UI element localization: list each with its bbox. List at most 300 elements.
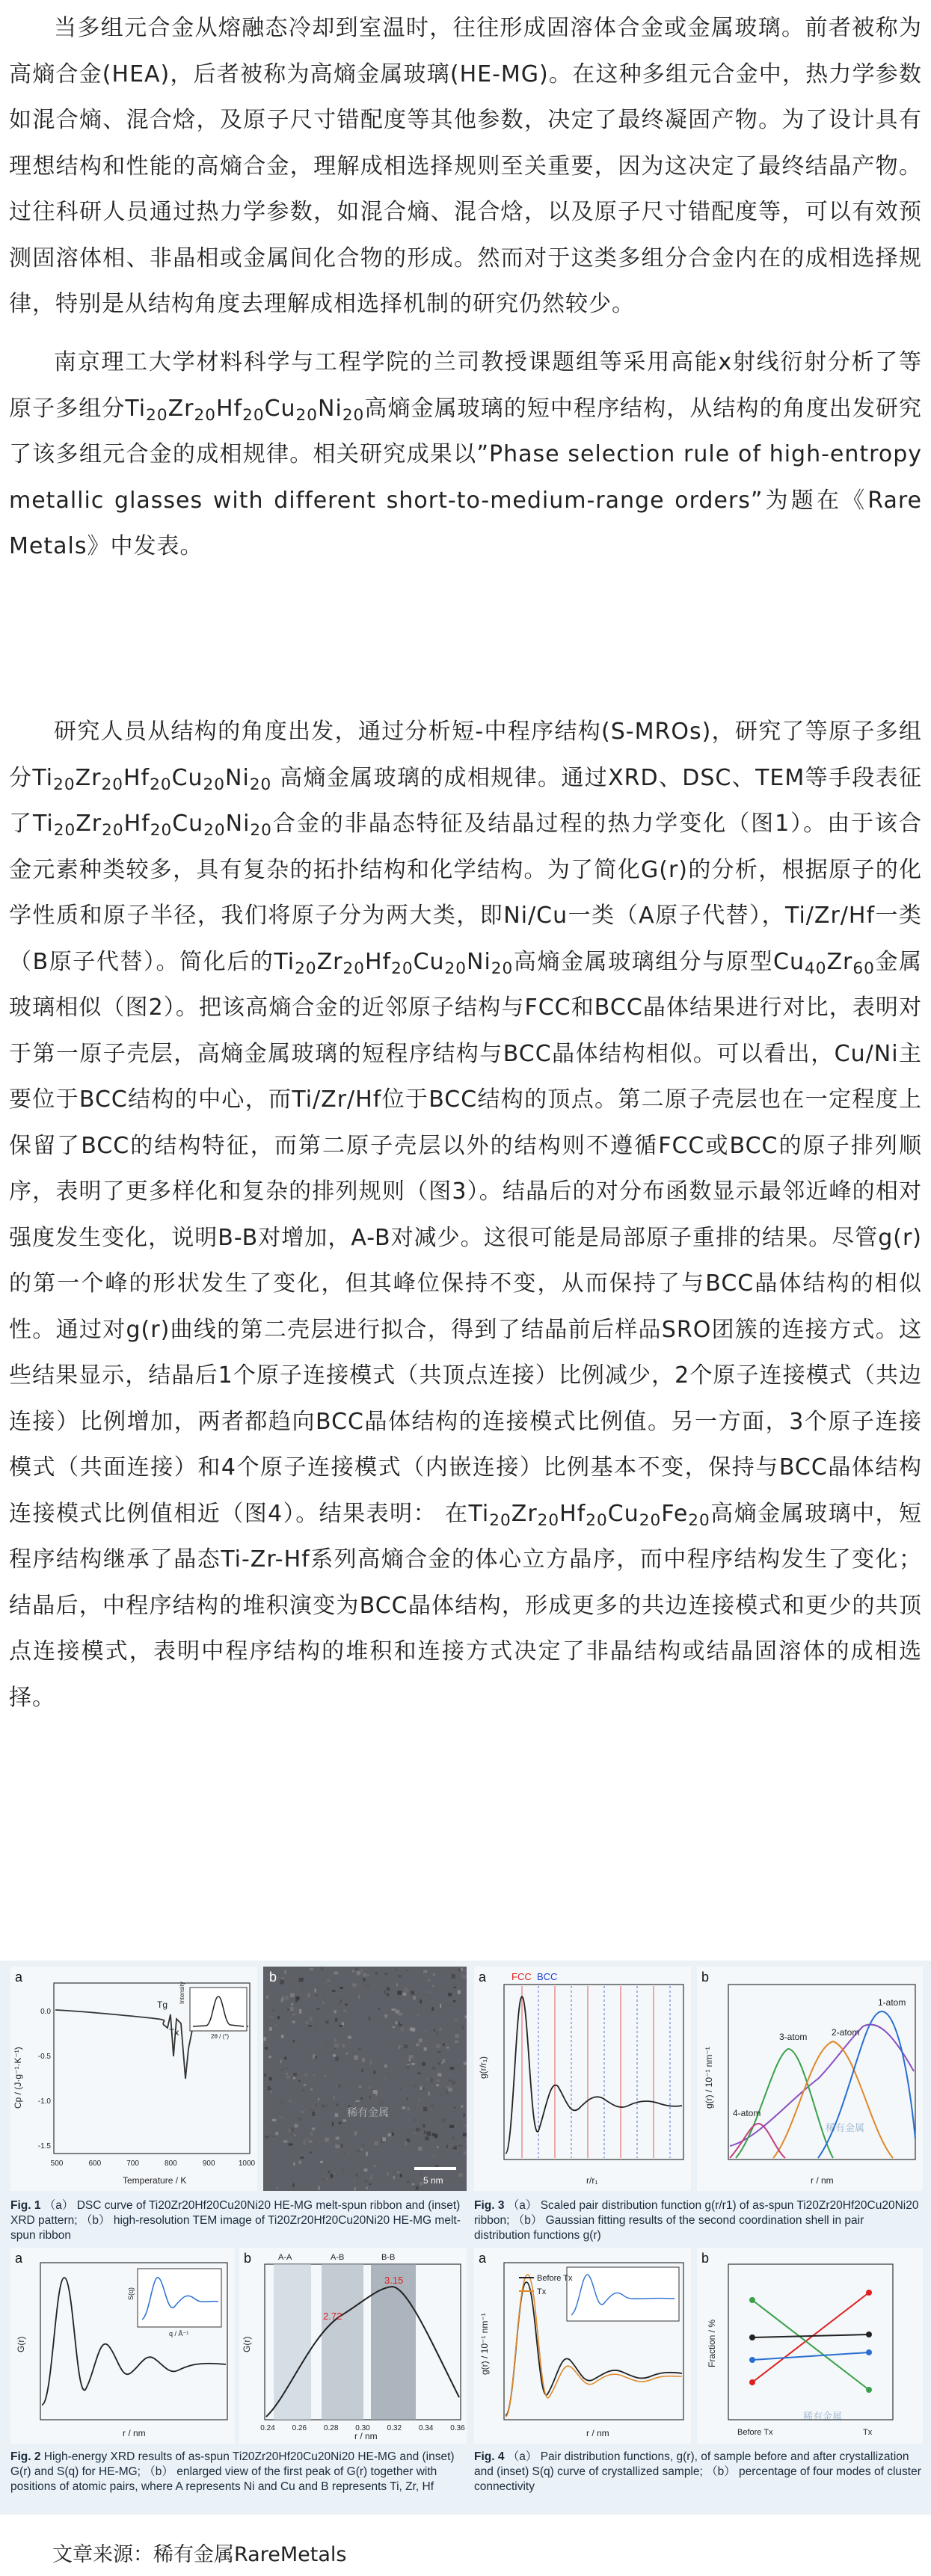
fig1-scale-bar-label: 5 nm (423, 2175, 443, 2186)
tem-grain (370, 2175, 372, 2180)
paragraph-text: 南京理工大学材料科学与工程学院的兰司教授课题组等采用高能x射线衍射分析了等原子多组分 (9, 349, 922, 422)
tem-grain (352, 1983, 357, 1986)
fig3-panel-b-label: b (701, 1970, 710, 1985)
tem-grain (324, 2076, 326, 2077)
tem-grain (275, 2132, 278, 2135)
tem-grain (319, 2067, 322, 2069)
tem-grain (432, 2154, 435, 2158)
tem-grain (416, 2044, 420, 2047)
tem-grain (428, 2091, 430, 2095)
tem-grain (397, 1991, 402, 1994)
tem-grain (387, 1994, 389, 1996)
tem-grain (345, 2004, 348, 2006)
tem-grain (363, 1979, 365, 1982)
tem-grain (374, 2142, 378, 2146)
tem-grain (343, 2151, 345, 2154)
tem-grain (283, 2140, 288, 2143)
tem-grain (387, 1988, 390, 1991)
tem-grain (433, 1973, 435, 1976)
tem-grain (463, 2113, 465, 2117)
tem-grain (452, 1974, 455, 1979)
tem-grain (298, 2117, 301, 2121)
tem-grain (432, 2133, 436, 2136)
tem-grain (448, 2088, 452, 2091)
tem-grain (387, 2133, 391, 2136)
tem-grain (289, 2143, 293, 2145)
paragraph-text: 高熵金属玻璃组分与原型 (513, 948, 774, 975)
figure-2-graphics (10, 2248, 467, 2444)
tem-grain (366, 2152, 368, 2157)
tem-grain (310, 2152, 312, 2154)
tem-grain (335, 2056, 339, 2060)
figure-panel (0, 1961, 931, 2515)
tem-grain (318, 2098, 319, 2100)
tick-label: -1.5 (37, 2142, 51, 2151)
tem-grain (407, 2173, 410, 2174)
tem-grain (417, 2112, 419, 2115)
tem-grain (378, 2008, 380, 2010)
tem-grain (357, 1971, 360, 1976)
tem-grain (465, 1970, 467, 1972)
tem-grain (423, 1970, 427, 1973)
tem-grain (455, 2040, 458, 2043)
tem-grain (440, 2094, 443, 2096)
fig4-point (866, 2290, 872, 2296)
tem-grain (414, 2119, 417, 2121)
tem-grain (285, 2073, 288, 2074)
alloy-formula: $Ti_{20}Zr_{20}Hf_{20}Cu_{20}Ni_{20}$ (32, 811, 272, 840)
tem-grain (302, 2088, 304, 2092)
tem-grain (263, 2037, 265, 2041)
cuzr-formula: $Cu_{40}Zr_{60}$ (773, 948, 875, 978)
fig1-ylabel: Cp / (J·g⁻¹·K⁻¹) (13, 2047, 23, 2109)
tem-grain (310, 2088, 313, 2091)
tem-grain (414, 2132, 416, 2134)
tem-grain (449, 2125, 454, 2128)
tem-grain (461, 2106, 463, 2108)
tick-label: 0.36 (450, 2424, 465, 2432)
tem-grain (373, 2164, 375, 2167)
fig1-panel-b-label: b (269, 1970, 277, 1985)
tem-grain (339, 2025, 343, 2027)
tem-grain (366, 2186, 368, 2189)
tem-grain (313, 2074, 315, 2077)
tem-grain (416, 2128, 419, 2132)
tem-grain (420, 2087, 422, 2090)
fig2-inset-xlabel: q / Å⁻¹ (169, 2330, 189, 2337)
tem-grain (362, 2144, 365, 2147)
tem-grain (427, 1979, 431, 1981)
tem-grain (463, 2124, 467, 2127)
fig3-ylabel: g(r/r₁) (478, 2056, 488, 2079)
tem-grain (398, 2013, 402, 2015)
tick-label: 0.28 (323, 2424, 339, 2432)
paragraph-text: 金属玻璃相似（图2）。把该高熵合金的近邻原子结构与FCC和BCC晶体结果进行对比，表明对于第一原子壳层，高熵金属玻璃的短程序结构与BCC晶体结构相似。可以看出，Cu/Ni主要位于BCC结构的中心，而Ti/Zr/Hf位于BCC结构的顶点。第二原子壳层也在一定程度上保留了BCC的结构特征，而第二原子壳层以外的结构则不遵循FCC或BCC的原子排列顺序，表明了更多样化和复杂的排列规则（图3）。结晶后的对分布函数显示最邻近峰的相对强度发生变化，说明B-B对增加，A-B对减少。这很可能是局部原子重排的结果。尽管g(r)的第一个峰的形状发生了变化，但其峰位保持不变，从而保持了与BCC晶体结构的相似性。通过对g(r)曲线的第二壳层进行拟合，得到了结晶前后样品SRO团簇的连接方式。这些结果显示，结晶后1个原子连接模式（共顶点连接）比例减少，2个原子连接模式（共边连接）比例增加，两者都趋向BCC晶体结构的连接模式比例值。另一方面，3个原子连接模式（共面连接）和4个原子连接模式（内嵌连接）比例基本不变，保持与BCC晶体结构连接模式比例值相近（图4）。结果表明： 在 (9, 948, 923, 1527)
tem-grain (281, 2069, 283, 2071)
fig2-region-bb-label: B-B (381, 2253, 396, 2262)
fig4-legend-after: Tx (537, 2287, 547, 2296)
tem-grain (358, 2048, 361, 2050)
tem-grain (446, 2145, 448, 2148)
tem-grain (443, 2044, 445, 2046)
tem-grain (325, 2138, 328, 2142)
fig2-b-ylabel: G(r) (242, 2336, 252, 2352)
tem-grain (296, 1988, 299, 1990)
fig1-inset-ylabel: Intensity (179, 1982, 185, 2004)
tem-grain (315, 2105, 317, 2106)
fig3-2atom-label: 2-atom (832, 2027, 860, 2038)
tem-grain (424, 2031, 426, 2032)
tem-grain (273, 2138, 276, 2140)
tem-grain (417, 2072, 420, 2074)
tem-grain (326, 2103, 328, 2107)
tem-grain (404, 1988, 408, 1992)
tem-grain (327, 1979, 331, 1982)
tem-grain (360, 2097, 362, 2099)
tem-grain (270, 2090, 271, 2093)
fig2-inset-ylabel: S(q) (127, 2287, 135, 2300)
tem-grain (282, 1996, 283, 2000)
tem-grain (295, 2124, 298, 2128)
tick-label: -1.0 (37, 2097, 51, 2106)
figure-1-graphics (10, 1967, 467, 2191)
tem-grain (333, 2096, 335, 2100)
tem-grain (437, 2051, 440, 2053)
tem-grain (284, 1970, 286, 1974)
tem-grain (265, 2047, 268, 2050)
figure-1 (10, 1967, 467, 2191)
figure-3 (474, 1967, 923, 2191)
tem-grain (454, 2019, 458, 2021)
tem-grain (304, 2141, 306, 2145)
fig3-panel-a-label: a (479, 1970, 487, 1985)
tem-grain (465, 2016, 467, 2019)
tem-grain (293, 2040, 295, 2042)
tem-grain (304, 2138, 308, 2141)
tick-label: 900 (202, 2160, 215, 2168)
fig4-caption: Fig. 4 （a） Pair distribution functions, g(r), of sample before and after crystallization and (inset) S(q) curve of crystallized sample; （b） percentage of four modes of cluster connectivity (474, 2450, 921, 2493)
tem-grain (290, 2007, 294, 2011)
tem-grain (436, 2044, 440, 2049)
tem-grain (369, 2017, 370, 2020)
tem-grain (358, 1995, 360, 1999)
fig4-point (749, 2357, 755, 2363)
tem-grain (463, 2133, 467, 2136)
fig3-fcc-label: FCC (511, 1971, 532, 1982)
tem-grain (287, 2009, 289, 2011)
tem-grain (332, 2122, 334, 2127)
article-source: 文章来源：稀有金属RareMetals (52, 2543, 347, 2566)
tick-label: 1000 (238, 2160, 256, 2168)
tem-grain (430, 2105, 434, 2106)
tem-grain (424, 2047, 427, 2050)
tem-grain (347, 2151, 351, 2154)
tem-grain (410, 2028, 414, 2031)
tem-grain (310, 1968, 313, 1970)
tem-grain (416, 2186, 419, 2189)
tem-grain (462, 2026, 464, 2029)
tem-grain (458, 1990, 461, 1994)
tem-grain (400, 2088, 402, 2090)
fig3-watermark: 稀有金属 (826, 2123, 865, 2134)
tem-grain (454, 2106, 455, 2108)
tem-grain (442, 2118, 446, 2123)
tem-grain (440, 2150, 443, 2154)
tem-grain (284, 2068, 288, 2069)
tem-grain (353, 2180, 355, 2183)
fig2-panel-a-label: a (15, 2251, 23, 2266)
alloy-formula: $Ti_{20}Zr_{20}Hf_{20}Cu_{20}Ni_{20}$ (274, 948, 514, 978)
fig4-b-xlabel-left: Before Tx (737, 2428, 773, 2437)
tem-grain (316, 2008, 319, 2010)
tem-grain (292, 2183, 294, 2187)
tem-grain (340, 1987, 343, 1989)
fig2-xlabel: r / nm (123, 2428, 146, 2438)
tem-grain (334, 2044, 339, 2047)
tem-grain (398, 2021, 400, 2025)
tem-grain (316, 2027, 319, 2032)
tick-label: 0.34 (418, 2424, 434, 2432)
tem-grain (439, 2028, 442, 2031)
tem-grain (273, 2136, 275, 2138)
tem-grain (310, 2037, 313, 2038)
tem-grain (356, 2160, 357, 2162)
tem-grain (362, 2069, 363, 2072)
tem-grain (411, 1991, 414, 1994)
tem-grain (414, 1996, 416, 1999)
tem-grain (304, 2084, 306, 2085)
tem-grain (334, 2010, 337, 2013)
tem-grain (408, 2107, 410, 2111)
tem-grain (400, 2027, 404, 2031)
tem-grain (387, 2172, 389, 2175)
tem-grain (445, 2090, 448, 2094)
tem-grain (442, 2059, 445, 2063)
tem-grain (373, 2090, 378, 2094)
tem-grain (396, 1983, 398, 1986)
tem-grain (293, 2073, 297, 2076)
tem-grain (335, 2113, 338, 2117)
tem-grain (431, 2007, 434, 2011)
tem-grain (396, 1968, 397, 1970)
tem-grain (440, 2004, 441, 2008)
tem-grain (339, 1999, 342, 2002)
tem-grain (284, 2057, 286, 2060)
tem-grain (307, 1993, 310, 1997)
tem-grain (355, 1967, 358, 1970)
tem-grain (392, 2133, 394, 2136)
paragraph-text: 合金的非晶态特征及结晶过程的热力学变化（图1）。由于该合金元素种类较多，具有复杂的拓扑结构和化学结构。为了简化G(r)的分析，根据原子的化学性质和原子半径，我们将原子分为两大类，即Ni/Cu一类（A原子代替），Ti/Zr/Hf一类（B原子代替）。简化后的 (9, 811, 922, 975)
tem-grain (400, 2174, 402, 2177)
fig4-point (749, 2297, 755, 2303)
tem-grain (454, 1987, 456, 1988)
tem-grain (333, 2173, 334, 2174)
tem-grain (366, 1984, 370, 1987)
fig4-xlabel: r / nm (586, 2428, 609, 2438)
tem-grain (461, 1968, 462, 1972)
tem-grain (393, 2176, 395, 2180)
tem-grain (420, 1999, 422, 2003)
figure-3-graphics (474, 1967, 923, 2191)
tem-grain (346, 2053, 348, 2054)
tem-grain (266, 1996, 268, 1999)
tem-grain (406, 1970, 408, 1971)
tem-grain (318, 2186, 320, 2190)
fig4-point (749, 2379, 755, 2385)
figure-4-graphics (474, 2248, 923, 2444)
tem-grain (442, 2071, 444, 2074)
tem-grain (359, 2068, 360, 2070)
tem-grain (402, 2106, 405, 2109)
fig2-region-aa (274, 2264, 311, 2420)
fig4-point (866, 2387, 872, 2393)
tem-grain (423, 2124, 425, 2127)
tem-grain (290, 2011, 293, 2014)
tem-grain (268, 2056, 271, 2059)
tem-grain (265, 2136, 269, 2139)
fig1-caption: Fig. 1 （a） DSC curve of Ti20Zr20Hf20Cu20Ni20 HE-MG melt-spun ribbon and (inset) XRD pattern; （b） high-resolution TEM image of Ti20Zr20Hf20Cu20Ni20 HE-MG melt-spun ribbon (10, 2199, 461, 2242)
tem-grain (339, 2121, 342, 2124)
tem-grain (384, 1990, 386, 1994)
tem-grain (395, 2021, 398, 2024)
tem-grain (458, 2173, 462, 2177)
tem-grain (300, 1978, 304, 1980)
fig3-caption: Fig. 3 （a） Scaled pair distribution function g(r/r1) of as-spun Ti20Zr20Hf20Cu20Ni20 ribbon; （b） Gaussian fitting results of the second coordination shell in pair distribution functions g(r) (474, 2199, 919, 2242)
tem-grain (298, 2160, 301, 2164)
tem-grain (441, 2127, 443, 2130)
tem-grain (336, 2137, 339, 2140)
tem-grain (374, 2071, 376, 2074)
tem-grain (398, 1975, 402, 1978)
tem-grain (384, 2014, 387, 2018)
tem-grain (286, 2076, 290, 2079)
tem-grain (446, 2047, 449, 2048)
tem-grain (360, 2148, 363, 2150)
tem-grain (422, 2062, 425, 2066)
tem-grain (358, 2086, 362, 2088)
paragraph-text: 高熵金属玻璃的成相规律。通过XRD、DSC、TEM等手段表征了 (9, 764, 922, 837)
tem-grain (334, 2038, 337, 2043)
tem-grain (274, 2024, 277, 2027)
tick-label: 0.24 (260, 2424, 275, 2432)
fig3-b-ylabel: g(r) / 10⁻¹ nm⁻¹ (704, 2047, 714, 2109)
tem-grain (397, 2171, 399, 2174)
tem-grain (362, 2091, 363, 2094)
tem-grain (454, 2145, 457, 2147)
tem-grain (289, 1970, 292, 1972)
fig1-tg-label: Tg (157, 1999, 168, 2010)
tem-grain (402, 1993, 406, 1996)
tem-grain (314, 2141, 316, 2144)
tem-grain (292, 2020, 295, 2023)
tem-grain (437, 2146, 438, 2148)
tem-grain (409, 2059, 412, 2061)
tem-grain (288, 2129, 292, 2133)
tem-grain (313, 2146, 315, 2148)
fig1-watermark: 稀有金属 (347, 2107, 389, 2119)
tem-grain (322, 1994, 324, 1996)
tem-grain (357, 2150, 360, 2151)
tem-grain (458, 2145, 463, 2147)
tem-grain (341, 2144, 343, 2148)
tem-grain (354, 2056, 357, 2060)
tem-grain (432, 2067, 435, 2069)
tem-grain (293, 2077, 295, 2079)
fig3-xlabel: r/r₁ (586, 2175, 598, 2186)
tem-grain (384, 1973, 387, 1975)
tem-grain (464, 2151, 467, 2155)
fig2-panel-b-label: b (244, 2251, 252, 2266)
figure-2 (10, 2248, 467, 2444)
tick-label: -0.5 (37, 2053, 51, 2061)
tem-grain (296, 1967, 299, 1968)
tem-grain (279, 2116, 283, 2118)
tem-grain (332, 1990, 336, 1992)
figure-4 (474, 2248, 923, 2444)
alloy-formula: $Ti_{20}Zr_{20}Hf_{20}Cu_{20}Ni_{20}$ (32, 764, 272, 794)
tem-grain (399, 2047, 402, 2050)
tem-grain (352, 1970, 354, 1973)
tem-grain (365, 2180, 367, 2182)
tem-grain (431, 2078, 433, 2082)
tem-grain (310, 2116, 313, 2119)
fig4-point (866, 2331, 872, 2337)
fig3-3atom-label: 3-atom (779, 2032, 808, 2042)
tem-grain (367, 1974, 370, 1976)
tem-grain (455, 2034, 459, 2038)
intro-paragraph: 当多组元合金从熔融态冷却到室温时，往往形成固溶体合金或金属玻璃。前者被称为高熵合金(HEA)，后者被称为高熵金属玻璃(HE-MG)。在这种多组元合金中，热力学参数如混合熵、混合焓，及原子尺寸错配度等其他参数，决定了最终凝固产物。为了设计具有理想结构和性能的高熵合金，理解成相选择规则至关重要，因为这决定了最终结晶产物。过往科研人员通过热力学参数，如混合熵、混合焓，以及原子尺寸错配度等，可以有效预测固溶体相、非晶相或金属间化合物的形成。然而对于这类多组分合金内在的成相选择规律，特别是从结构角度去理解成相选择机制的研究仍然较少。 (9, 15, 922, 317)
tem-grain (362, 2058, 365, 2062)
tem-grain (375, 1972, 378, 1974)
tick-label: 0.0 (40, 2008, 51, 2016)
tem-grain (423, 2187, 424, 2190)
tem-grain (292, 2014, 295, 2016)
tem-grain (285, 1996, 289, 1999)
tem-grain (277, 2016, 280, 2019)
tem-grain (448, 1993, 452, 1996)
tem-grain (325, 2020, 328, 2023)
tem-grain (304, 2105, 306, 2107)
tem-grain (406, 2097, 408, 2100)
tem-grain (325, 1982, 327, 1984)
tem-grain (321, 1967, 324, 1970)
tem-grain (270, 2086, 273, 2088)
tem-grain (271, 2009, 275, 2011)
tick-label: 700 (126, 2160, 139, 2168)
tem-grain (289, 2100, 292, 2103)
fig2-region-ab-label: A-B (331, 2253, 345, 2262)
tem-grain (372, 1979, 375, 1981)
fig1-inset-frame (190, 1988, 247, 2031)
tem-grain (419, 2038, 423, 2042)
tem-grain (292, 2003, 293, 2006)
tem-grain (333, 2054, 336, 2056)
tem-grain (434, 2029, 435, 2031)
fig2-peak2-label: 3.15 (384, 2275, 404, 2286)
tem-grain (341, 2168, 345, 2172)
tem-grain (448, 2079, 452, 2082)
tem-grain (310, 2131, 313, 2136)
fig1-tx-label: Tx (169, 2027, 179, 2038)
tem-grain (368, 2085, 372, 2089)
fig3-4atom-label: 4-atom (733, 2108, 761, 2118)
analysis-paragraph (9, 709, 922, 1721)
tick-label: 600 (88, 2160, 102, 2168)
tem-grain (335, 2145, 339, 2148)
tem-grain (452, 2081, 455, 2085)
tem-grain (294, 2101, 297, 2103)
fig4-b-xlabel-right: Tx (863, 2428, 873, 2437)
